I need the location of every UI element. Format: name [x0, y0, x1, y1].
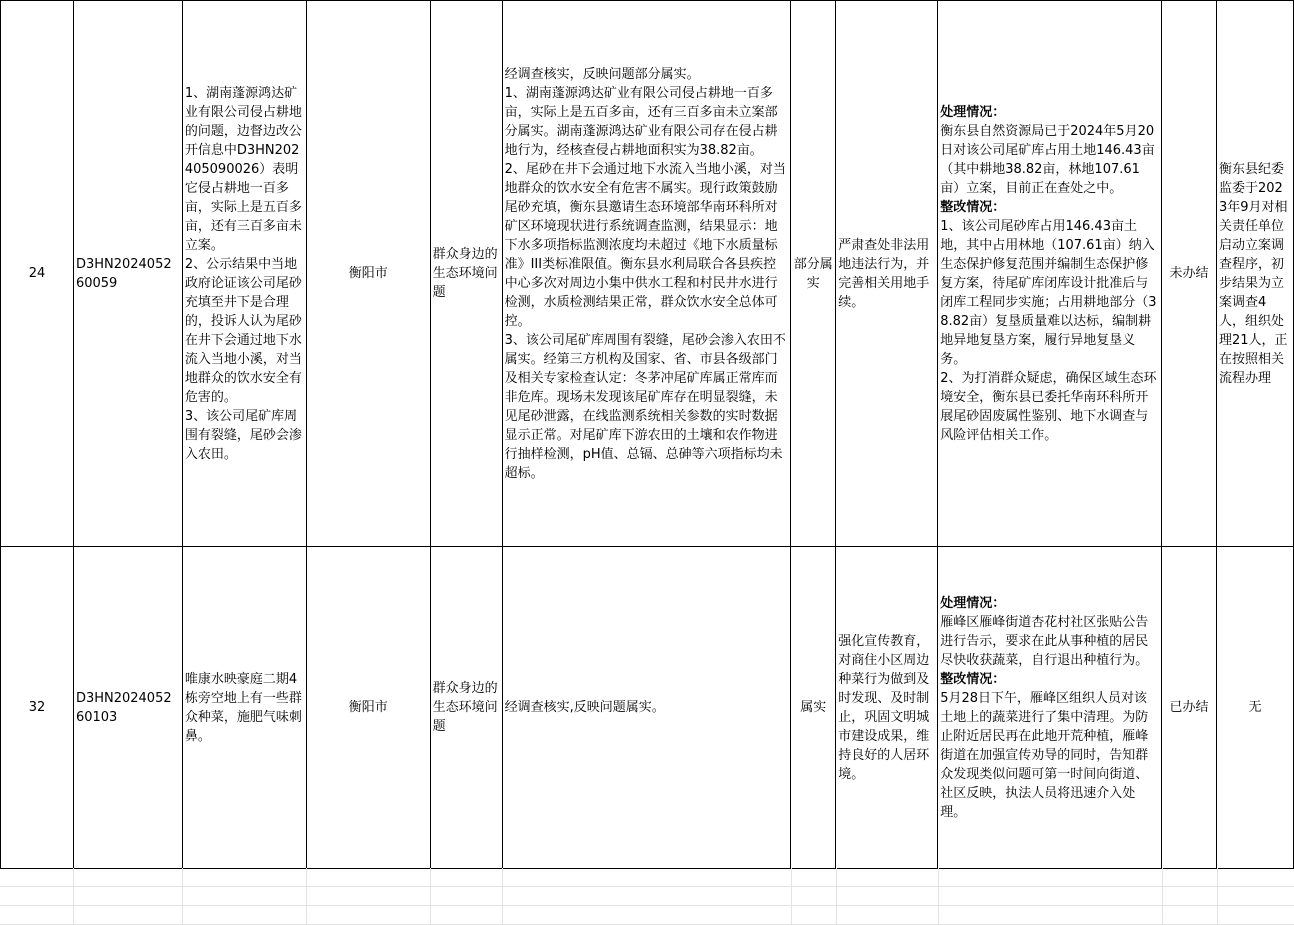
city-cell: 衡阳市 — [306, 1, 430, 547]
verification-cell — [502, 1, 791, 547]
handling-label: 处理情况： — [940, 104, 1006, 120]
handling-cell — [938, 1, 1162, 547]
rectify-text: 1、该公司尾砂库占用146.43亩土地，其中占用林地（107.61亩）纳入生态保护修复范围并编制生态保护修复方案，待尾矿库闭库设计批准后与闭库工程同步实施；占用耕地部分（38.82亩）复垦质量难以达标，编制耕地异地复垦方案，履行异地复垦义务。 2、为打消群众疑虑，确保区域生态环境安全，衡东县已委托华南环科所开展尾砂固废属性鉴别、地下水调查与风险评估相关工作。 — [940, 218, 1157, 443]
table-row — [1, 1, 1294, 547]
category-cell: 群众身边的生态环境问题 — [430, 1, 502, 547]
handling-label: 处理情况： — [940, 595, 1006, 611]
complaint-cell — [182, 547, 306, 869]
complaint-text: 1、湖南蓬源鸿达矿业有限公司侵占耕地的问题，边督边改公开信息中D3HN202405090026）表明它侵占耕地一百多亩，实际上是五百多亩，还有三百多亩未立案。 2、公示结果中当地政府论证该公司尾砂充填至井下是合理的，投诉人认为尾砂在井下会通过地下水流入当地小溪，对当地群众的饮水安全有危害的。 3、该公司尾矿库周围有裂缝，尾砂会渗入农田。 — [184, 85, 302, 462]
table-row — [1, 547, 1294, 869]
complaint-text: 唯康水映豪庭二期4栋旁空地上有一些群众种菜，施肥气味刺鼻。 — [184, 671, 302, 744]
handling-text: 雁峰区雁峰街道杏花村社区张贴公告进行告示，要求在此从事种植的居民尽快收获蔬菜，自行退出种植行为。 — [940, 614, 1149, 668]
seq-cell: 32 — [1, 547, 74, 869]
verification-cell — [502, 547, 791, 869]
handling-text: 衡东县自然资源局已于2024年5月20日对该公司尾矿库占用土地146.43亩（其中耕地38.82亩，林地107.61亩）立案，目前正在查处之中。 — [940, 123, 1155, 196]
code-cell: D3HN202405260103 — [73, 547, 182, 869]
category-cell: 群众身边的生态环境问题 — [430, 547, 502, 869]
rectify-label: 整改情况： — [940, 671, 1006, 687]
demand-cell: 强化宣传教育，对商住小区周边种菜行为做到及时发现、及时制止，巩固文明城市建设成果，维持良好的人居环境。 — [836, 547, 938, 869]
seq-cell: 24 — [1, 1, 74, 547]
status-cell: 已办结 — [1162, 547, 1217, 869]
verification-text: 经调查核实，反映问题部分属实。 1、湖南蓬源鸿达矿业有限公司侵占耕地一百多亩，实际上是五百多亩，还有三百多亩未立案部分属实。湖南蓬源鸿达矿业有限公司存在侵占耕地行为，经核查侵占耕地面积实为38.82亩。 2、尾砂在井下会通过地下水流入当地小溪，对当地群众的饮水安全有危害不属实。现行政策鼓励尾砂充填，衡东县邀请生态环境部华南环科所对矿区环境现状进行系统调查监测，结果显示：地下水多项指标监测浓度均未超过《地下水质量标准》III类标准限值。衡东县水利局联合各县疾控中心多次对周边小集中供水工程和村民井水进行检测，水质检测结果正常，群众饮水安全总体可控。 3、该公司尾矿库周围有裂缝，尾砂会渗入农田不属实。经第三方机构及国家、省、市县各级部门及相关专家检查认定：冬茅冲尾矿库属正常库而非危库。现场未发现该尾矿库存在明显裂缝，未见尾砂泄露，在线监测系统相关参数的实时数据显示正常。对尾矿库下游农田的土壤和农作物进行抽样检测，pH值、总镉、总砷等六项指标均未超标。 — [504, 66, 786, 481]
demand-cell: 严肃查处非法用地违法行为，并完善相关用地手续。 — [836, 1, 938, 547]
empty-sheet-gridlines — [0, 868, 1294, 925]
truth-cell: 部分属实 — [791, 1, 836, 547]
accountability-cell: 无 — [1216, 547, 1293, 869]
rectify-label: 整改情况： — [940, 199, 1006, 215]
rectify-text: 5月28日下午，雁峰区组织人员对该土地上的蔬菜进行了集中清理。为防止附近居民再在此地开荒种植，雁峰街道在加强宣传劝导的同时，告知群众发现类似问题可第一时间向街道、社区反映，执法人员将迅速介入处理。 — [940, 690, 1149, 820]
code-cell: D3HN202405260059 — [73, 1, 182, 547]
accountability-cell: 衡东县纪委监委于2023年9月对相关责任单位启动立案调查程序，初步结果为立案调查4人，组织处理21人，正在按照相关流程办理 — [1216, 1, 1293, 547]
city-cell: 衡阳市 — [306, 547, 430, 869]
verification-text: 经调查核实,反映问题属实。 — [504, 700, 665, 715]
handling-cell — [938, 547, 1162, 869]
status-cell: 未办结 — [1162, 1, 1217, 547]
complaint-cell — [182, 1, 306, 547]
truth-cell: 属实 — [791, 547, 836, 869]
